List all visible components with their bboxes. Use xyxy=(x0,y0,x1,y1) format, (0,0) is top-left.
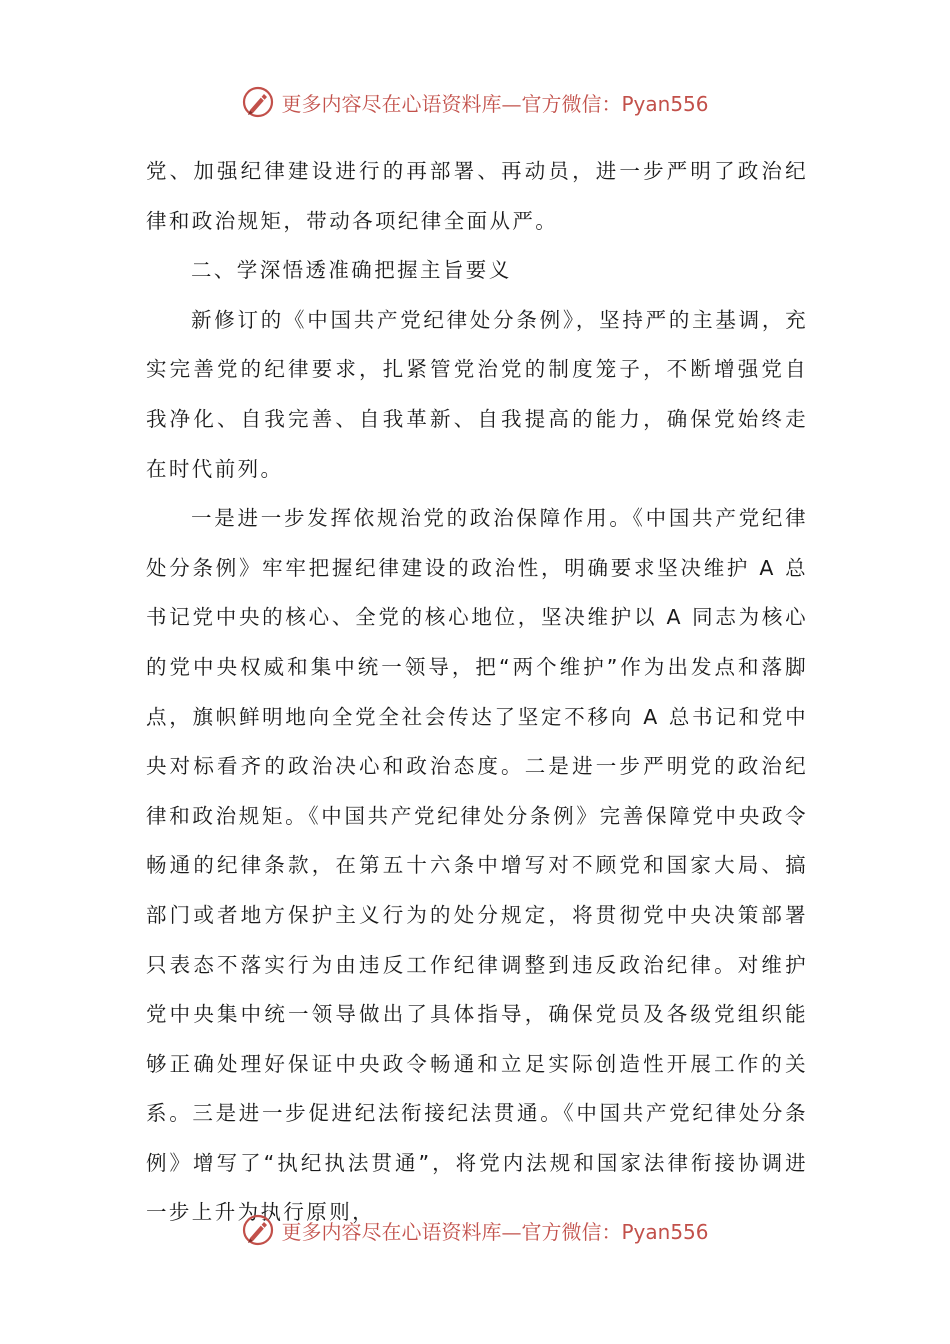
paragraph-intro: 新修订的《中国共产党纪律处分条例》，坚持严的主基调，充实完善党的纪律要求，扎紧管党治党的制度笼子，不断增强党自我净化、自我完善、自我革新、自我提高的能力，确保党始终走在时代前列。 xyxy=(146,307,808,481)
paragraph-main: 一是进一步发挥依规治党的政治保障作用。《中国共产党纪律处分条例》牢牢把握纪律建设的政治性，明确要求坚决维护 A 总书记党中央的核心、全党的核心地位，坚决维护以 A 同志为核心的党中央权威和集中统一领导，把“两个维护”作为出发点和落脚点，旗帜鲜明地向全党全社会传达了坚定不移向 A 总书记和党中央对标看齐的政治决心和政治态度。二是进一步严明党的政治纪律和政治规矩。《中国共产党纪律处分条例》完善保障党中央政令畅通的纪律条款，在第五十六条中增写对不顾党和国家大局、搞部门或者地方保护主义行为的处分规定，将贯彻党中央决策部署只表态不落实行为由违反工作纪律调整到违反政治纪律。对维护党中央集中统一领导做出了具体指导，确保党员及各级党组织能够正确处理好保证中央政令畅通和立足实际创造性开展工作的关系。三是进一步促进纪法衔接纪法贯通。《中国共产党纪律处分条例》增写了“执纪执法贯通”，将党内法规和国家法律衔接协调进一步上升为执行原则， xyxy=(146,506,808,1225)
document-body xyxy=(146,147,808,1238)
pen-logo-icon xyxy=(241,1213,275,1247)
pen-logo-icon xyxy=(241,85,275,119)
watermark-text: 更多内容尽在心语资料库—官方微信：Pyan556 xyxy=(281,1219,709,1244)
paragraph-continuation: 党、加强纪律建设进行的再部署、再动员，进一步严明了政治纪律和政治规矩，带动各项纪律全面从严。 xyxy=(146,159,808,233)
wechat-id: Pyan556 xyxy=(621,1219,709,1244)
header-watermark xyxy=(0,82,950,122)
watermark-text: 更多内容尽在心语资料库—官方微信：Pyan556 xyxy=(281,91,709,116)
section-heading: 二、学深悟透准确把握主旨要义 xyxy=(191,258,512,283)
wechat-id: Pyan556 xyxy=(621,91,709,116)
footer-watermark xyxy=(0,1210,950,1250)
